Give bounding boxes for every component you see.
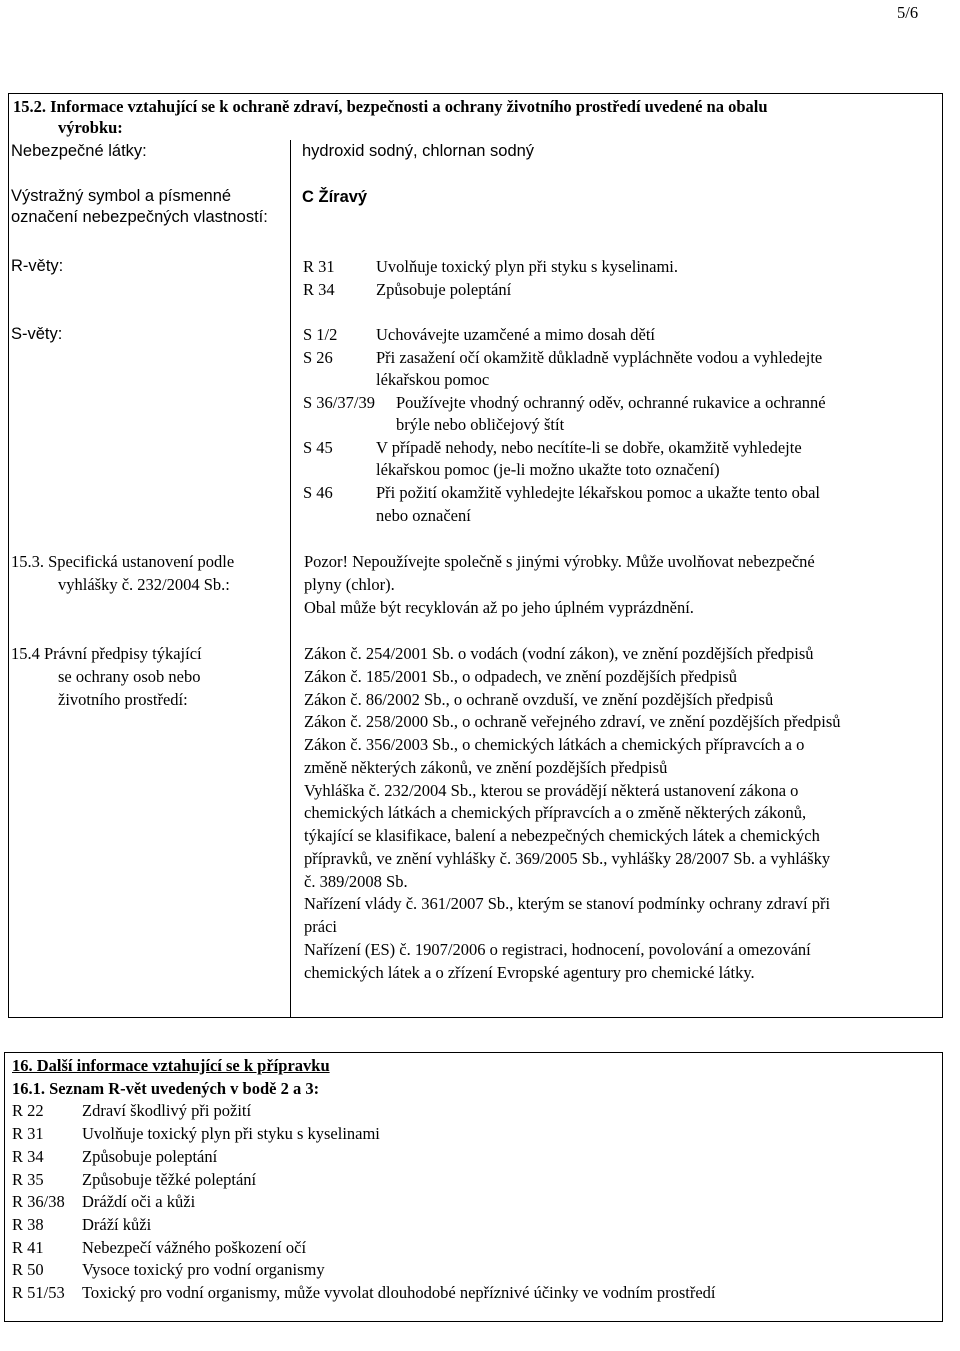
- s154-label-line2: se ochrany osob nebo: [58, 667, 201, 686]
- hazardous-label: Nebezpečné látky:: [11, 142, 147, 160]
- law-line: Zákon č. 86/2002 Sb., o ochraně ovzduší, ve znění pozdějších předpisů: [304, 690, 774, 709]
- law-line: přípravků, ve znění vyhlášky č. 369/2005 Sb., vyhlášky 28/2007 Sb. a vyhlášky: [304, 849, 831, 868]
- s153-label-line2: vyhlášky č. 232/2004 Sb.:: [58, 575, 230, 594]
- s154-label-line3: životního prostředí:: [58, 690, 188, 709]
- r-list-text: Vysoce toxický pro vodní organismy: [82, 1260, 325, 1279]
- law-line: Nařízení vlády č. 361/2007 Sb., kterým se stanoví podmínky ochrany zdraví při: [304, 894, 831, 913]
- r-phrase-text: Způsobuje poleptání: [376, 280, 512, 299]
- s-phrase-text: Při požití okamžitě vyhledejte lékařskou pomoc a ukažte tento obal: [376, 483, 820, 502]
- r-list-code: R 38: [12, 1215, 44, 1234]
- r-list-text: Toxický pro vodní organismy, může vyvolat dlouhodobé nepříznivé účinky ve vodním prostředí: [82, 1283, 716, 1302]
- column-divider: [290, 140, 291, 1018]
- s153-text-line: plyny (chlor).: [304, 575, 395, 594]
- r-list-text: Způsobuje poleptání: [82, 1147, 218, 1166]
- s-phrase-text-cont: brýle nebo obličejový štít: [396, 415, 565, 434]
- law-line: Zákon č. 185/2001 Sb., o odpadech, ve znění pozdějších předpisů: [304, 667, 738, 686]
- s-phrase-text-cont: nebo označení: [376, 506, 471, 525]
- r-list-code: R 36/38: [12, 1192, 65, 1211]
- s153-text-line: Obal může být recyklován až po jeho úplném vyprázdnění.: [304, 598, 694, 617]
- symbol-label-line1: Výstražný symbol a písmenné: [11, 187, 232, 205]
- section-15-heading-line2: výrobku:: [58, 118, 123, 137]
- r-phrase-text: Uvolňuje toxický plyn při styku s kyselinami.: [376, 257, 679, 276]
- s-phrase-text-cont: lékařskou pomoc: [376, 370, 490, 389]
- r-phrase-code: R 31: [303, 257, 335, 276]
- law-line: Nařízení (ES) č. 1907/2006 o registraci, hodnocení, povolování a omezování: [304, 940, 811, 959]
- s153-label-line1: 15.3. Specifická ustanovení podle: [11, 552, 235, 571]
- s-phrase-code: S 46: [303, 483, 333, 502]
- r-phrase-code: R 34: [303, 280, 335, 299]
- r-list-text: Dráždí oči a kůži: [82, 1192, 196, 1211]
- symbol-label-line2: označení nebezpečných vlastností:: [11, 208, 268, 226]
- r-list-code: R 51/53: [12, 1283, 65, 1302]
- r-label: R-věty:: [11, 257, 64, 275]
- r-list-code: R 50: [12, 1260, 44, 1279]
- r-list-text: Dráží kůži: [82, 1215, 152, 1234]
- s-label: S-věty:: [11, 325, 63, 343]
- r-list-text: Nebezpečí vážného poškození očí: [82, 1238, 307, 1257]
- s-phrase-code: S 45: [303, 438, 333, 457]
- r-list-code: R 41: [12, 1238, 44, 1257]
- law-line: Zákon č. 258/2000 Sb., o ochraně veřejného zdraví, ve znění pozdějších předpisů: [304, 712, 841, 731]
- s-phrase-text: V případě nehody, nebo necítíte-li se dobře, okamžitě vyhledejte: [376, 438, 802, 457]
- s-phrase-text: Při zasažení očí okamžitě důkladně vypláchněte vodou a vyhledejte: [376, 348, 823, 367]
- s-phrase-code: S 36/37/39: [303, 393, 375, 412]
- section-15-heading-line1: 15.2. Informace vztahující se k ochraně zdraví, bezpečnosti a ochrany životního prostředí uvedené na obalu: [13, 97, 768, 116]
- r-list-code: R 35: [12, 1170, 44, 1189]
- s-phrase-code: S 1/2: [303, 325, 338, 344]
- law-line: práci: [304, 917, 337, 936]
- s154-label-line1: 15.4 Právní předpisy týkající: [11, 644, 202, 663]
- page-number: 5/6: [897, 3, 919, 22]
- law-line: Vyhláška č. 232/2004 Sb., kterou se provádějí některá ustanovení zákona o: [304, 781, 799, 800]
- r-list-code: R 31: [12, 1124, 44, 1143]
- law-line: týkající se klasifikace, balení a nebezpečných chemických látek a chemických: [304, 826, 820, 845]
- r-list-text: Uvolňuje toxický plyn při styku s kyselinami: [82, 1124, 380, 1143]
- hazardous-value: hydroxid sodný, chlornan sodný: [302, 142, 535, 160]
- r-list-code: R 34: [12, 1147, 44, 1166]
- law-line: chemických látkách a chemických přípravcích a o změně některých zákonů,: [304, 803, 807, 822]
- r-list-text: Způsobuje těžké poleptání: [82, 1170, 257, 1189]
- r-list-text: Zdraví škodlivý při požití: [82, 1101, 252, 1120]
- law-line: č. 389/2008 Sb.: [304, 872, 408, 891]
- law-line: chemických látek a o zřízení Evropské agentury pro chemické látky.: [304, 963, 755, 982]
- s-phrase-text: Používejte vhodný ochranný oděv, ochranné rukavice a ochranné: [396, 393, 826, 412]
- law-line: změně některých zákonů, ve znění pozdějších předpisů: [304, 758, 668, 777]
- s153-text-line: Pozor! Nepoužívejte společně s jinými výrobky. Může uvolňovat nebezpečné: [304, 552, 815, 571]
- law-line: Zákon č. 356/2003 Sb., o chemických látkách a chemických přípravcích a o: [304, 735, 805, 754]
- r-list-code: R 22: [12, 1101, 44, 1120]
- law-line: Zákon č. 254/2001 Sb. o vodách (vodní zákon), ve znění pozdějších předpisů: [304, 644, 814, 663]
- s-phrase-text: Uchovávejte uzamčené a mimo dosah dětí: [376, 325, 656, 344]
- s-phrase-text-cont: lékařskou pomoc (je-li možno ukažte toto označení): [376, 460, 720, 479]
- section-16-heading: 16. Další informace vztahující se k přípravku: [12, 1056, 330, 1075]
- s-phrase-code: S 26: [303, 348, 333, 367]
- symbol-value: C Žíravý: [302, 188, 368, 206]
- section-16-subheading: 16.1. Seznam R-vět uvedených v bodě 2 a 3:: [12, 1079, 320, 1098]
